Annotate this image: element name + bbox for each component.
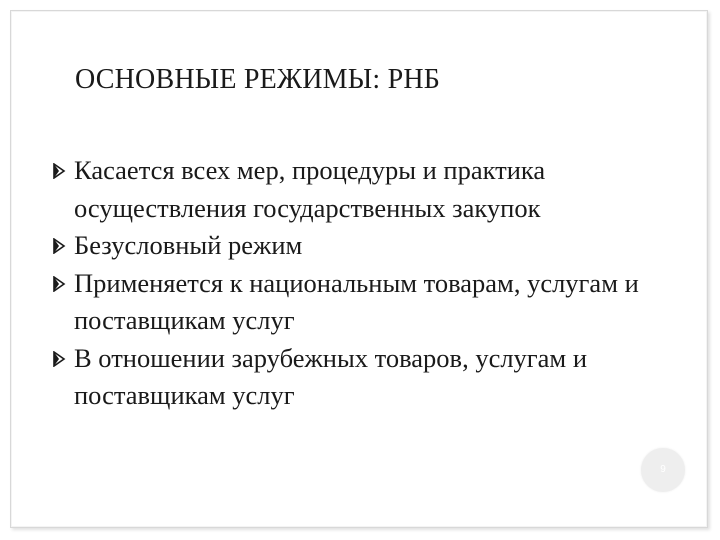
bullet-item [52,265,702,340]
page-number: 9 [660,464,666,475]
bullet-list [52,152,702,415]
bullet-text: Применяется к национальным товарам, услугам и поставщикам услуг [74,267,639,335]
bullet-text: В отношении зарубежных товаров, услугам и поставщикам услуг [74,342,588,410]
bullet-item [52,340,702,415]
slide-title: ОСНОВНЫЕ РЕЖИМЫ: РНБ [75,64,441,95]
bullet-text: Касается всех мер, процедуры и практика осуществления государственных закупок [74,155,546,223]
bullet-text: Безусловный режим [74,230,303,260]
arrow-bullet-icon [52,163,68,179]
bullet-item [52,227,702,265]
arrow-bullet-icon [52,351,68,367]
page-number-badge [641,448,685,492]
arrow-bullet-icon [52,276,68,292]
bullet-item [52,152,702,227]
arrow-bullet-icon [52,238,68,254]
